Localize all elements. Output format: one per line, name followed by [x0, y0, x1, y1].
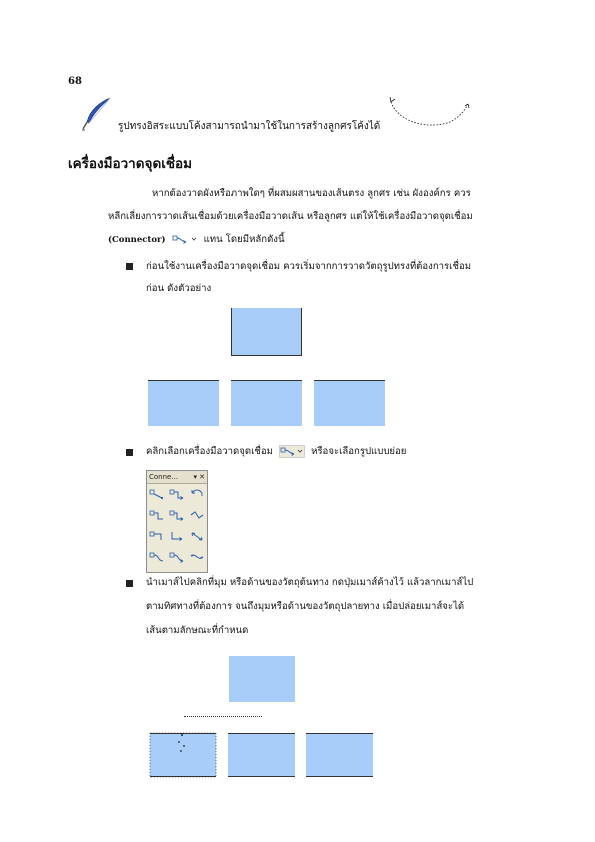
connector-term: (Connector) [108, 235, 166, 245]
org-box-top-2 [229, 656, 295, 702]
org-box-right-2 [306, 733, 373, 777]
straight-connector-icon[interactable] [149, 487, 165, 501]
connection-points-overlay [146, 730, 218, 780]
straight-double-arrow-connector-icon[interactable] [189, 487, 205, 501]
connector-tool-icon [172, 233, 198, 246]
feather-quill-icon [80, 96, 112, 132]
curved-arrow-connector-icon[interactable] [169, 529, 185, 543]
curved-connector-icon[interactable] [149, 529, 165, 543]
bullet-2-text [146, 444, 406, 459]
curved-double-arrow-connector-2-icon[interactable] [189, 550, 205, 564]
bullet-3-line-1: นำเมาส์ไปคลิกที่มุม หรือด้านของวัตถุต้นทาง กดปุ่มเมาส์ค้างไว้ แล้วลากเมาส์ไป [146, 577, 474, 588]
paragraph-line-1: หากต้องวาดผังหรือภาพใดๆ ที่ผสมผสานของเส้นตรง ลูกศร เช่น ผังองค์กร ควร [152, 188, 471, 199]
connectors-palette [146, 470, 208, 573]
org-box-left [148, 380, 219, 426]
palette-title: Conne... [147, 471, 207, 484]
chevron-down-icon[interactable]: ▾ [193, 473, 197, 481]
connector-tool-icon [279, 445, 305, 458]
elbow-double-arrow-connector-icon[interactable] [189, 508, 205, 522]
org-box-middle [231, 380, 302, 426]
paragraph-line-3 [108, 232, 285, 247]
bullet-2-after-icon: หรือจะเลือกรูปแบบย่อย [311, 446, 407, 457]
elbow-arrow-connector-icon[interactable] [169, 508, 185, 522]
straight-arrow-connector-icon[interactable] [169, 487, 185, 501]
bullet-marker [126, 263, 133, 270]
paragraph-line-2: หลีกเลี่ยงการวาดเส้นเชื่อมด้วยเครื่องมือวาดเส้น หรือลูกศร แต่ให้ใช้เครื่องมือวาดจุดเชื่อม [108, 211, 473, 222]
curved-arrow-example [388, 96, 472, 132]
bullet-marker [126, 449, 133, 456]
paragraph-line-3-rest: แทน โดยมีหลักดังนี้ [203, 234, 285, 245]
page-number: 68 [68, 76, 82, 87]
bullet-3-line-2: ตามทิศทางที่ต้องการ จนถึงมุมหรือด้านของวัตถุปลายทาง เมื่อปล่อยเมาส์จะได้ [146, 601, 465, 612]
org-box-middle-2 [228, 733, 295, 777]
bullet-3-line-3: เส้นตามลักษณะที่กำหนด [146, 625, 249, 636]
org-box-right [314, 380, 385, 426]
bullet-1-line-2: ก่อน ดังตัวอย่าง [146, 283, 212, 294]
tip-note: รูปทรงอิสระแบบโค้งสามารถนำมาใช้ในการสร้างลูกศรโค้งได้ [118, 121, 381, 132]
org-box-top [231, 308, 302, 356]
curved-arrow-connector-2-icon[interactable] [169, 550, 185, 564]
bullet-2-before-icon: คลิกเลือกเครื่องมือวาดจุดเชื่อม [146, 446, 273, 457]
section-heading: เครื่องมือวาดจุดเชื่อม [68, 156, 192, 172]
connector-dotted-line [184, 716, 262, 717]
elbow-connector-icon[interactable] [149, 508, 165, 522]
curved-connector-2-icon[interactable] [149, 550, 165, 564]
bullet-marker [126, 580, 133, 587]
bullet-1-line-1: ก่อนใช้งานเครื่องมือวาดจุดเชื่อม ควรเริ่มจากการวาดวัตถุรูปทรงที่ต้องการเชื่อม [146, 261, 472, 272]
curved-double-arrow-connector-icon[interactable] [189, 529, 205, 543]
close-icon[interactable]: ✕ [199, 473, 205, 481]
